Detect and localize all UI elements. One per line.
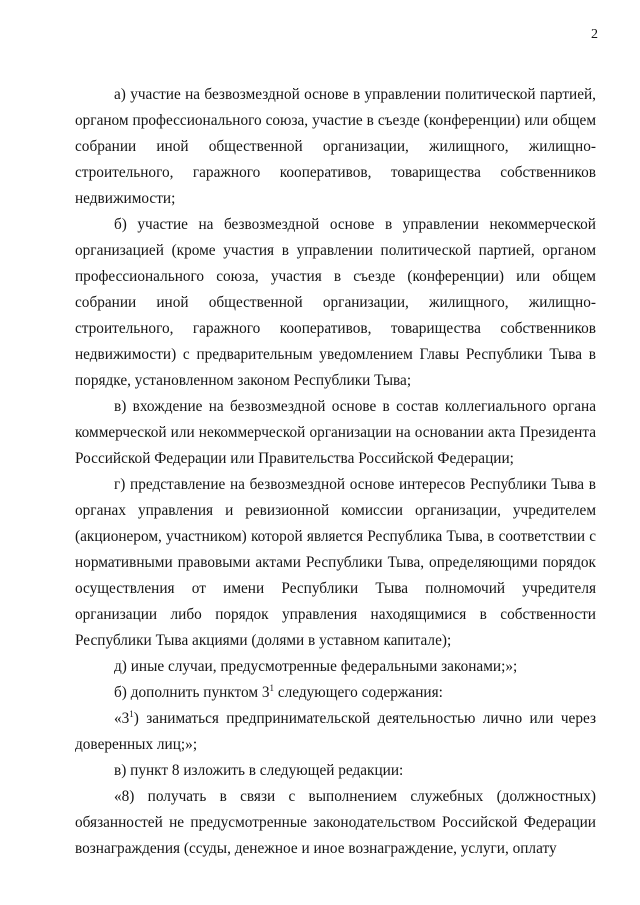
paragraph-a: а) участие на безвозмездной основе в управлении политической партией, органом профессионального союза, участие в съезде (конференции) или общем собрании иной общественной организации, жилищного, жилищно-строительного, гаражного кооперативов, товарищества собственников недвижимости; <box>75 86 596 207</box>
paragraph-b: б) участие на безвозмездной основе в управлении некоммерческой организацией (кроме участия в управлении политической партией, органом профессионального союза, участия в съезде (конференции) или общем собрании иной общественной организации, жилищного, жилищно-строительного, гаражного кооперативов, товарищества собственников недвижимости) с предварительным уведомлением Главы Республики Тыва в порядке, установленном законом Республики Тыва; <box>75 216 596 389</box>
add-point-text: б) дополнить пунктом 3 <box>114 684 270 701</box>
add-point-text-end: следующего содержания: <box>274 684 443 701</box>
paragraph-g: г) представление на безвозмездной основе интересов Республики Тыва в органах управления и ревизионной комиссии организации, учредителем (акционером, участником) которой является Республика Тыва, в соответствии с нормативными правовыми актами Республики Тыва, определяющими порядок осуществления от имени Республики Тыва полномочий учредителя организации либо порядок управления находящимися в собственности Республики Тыва акциями (долями в уставном капитале); <box>75 476 596 649</box>
page-number: 2 <box>591 27 598 42</box>
point-3-1-open: «3 <box>114 710 130 727</box>
paragraph-point-8: «8) получать в связи с выполнением служебных (должностных) обязанностей не предусмотренные законодательством Российской Федерации вознаграждения (ссуды, денежное и иное вознаграждение, услуги, оплату <box>75 788 596 857</box>
add-point-superscript: 1 <box>269 683 275 693</box>
point-3-1-text: ) заниматься предпринимательской деятельностью лично или через доверенных лиц;»; <box>75 710 596 753</box>
document-body <box>75 82 596 862</box>
paragraph-v: в) вхождение на безвозмездной основе в состав коллегиального органа коммерческой или некоммерческой организации на основании акта Президента Российской Федерации или Правительства Российской Федерации; <box>75 398 596 467</box>
paragraph-point-3-1 <box>75 706 596 758</box>
paragraph-add-point <box>75 680 596 706</box>
point-3-1-superscript: 1 <box>129 709 134 719</box>
paragraph-point-8-intro: в) пункт 8 изложить в следующей редакции: <box>114 762 404 779</box>
paragraph-d: д) иные случаи, предусмотренные федеральными законами;»; <box>114 658 518 675</box>
